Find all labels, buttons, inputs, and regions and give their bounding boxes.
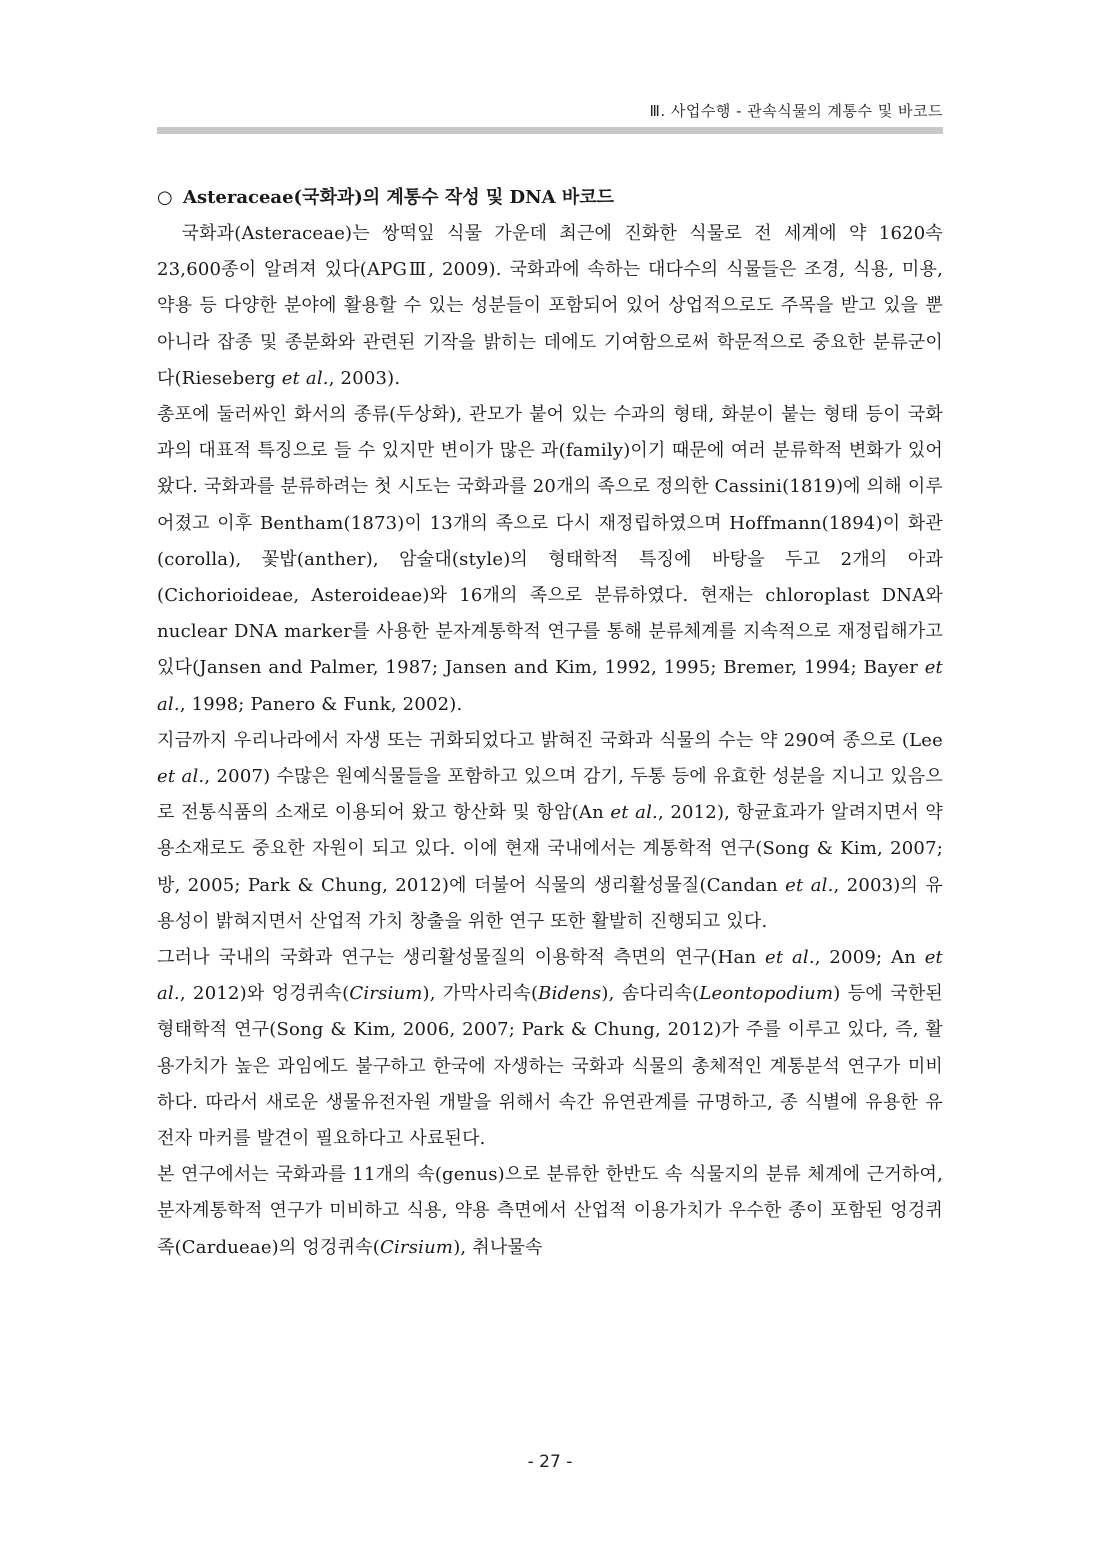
italic-text: Cirsium bbox=[379, 1236, 454, 1258]
italic-text: et al. bbox=[157, 766, 205, 788]
italic-text: Cirsium bbox=[349, 983, 423, 1005]
italic-text: et al. bbox=[610, 802, 658, 824]
paragraph-text: 그러나 국내의 국화과 연구는 생리활성물질의 이용학적 측면의 연구(Han bbox=[157, 947, 765, 969]
paragraph bbox=[157, 397, 943, 723]
document-body bbox=[157, 180, 943, 1266]
paragraph-text: , 2003). bbox=[328, 367, 401, 389]
paragraph-text: , 2007) 수많은 원예식물들을 포함하고 있으며 감기, 두통 등에 유효한 성분을 지니고 있음으로 전통식품의 소재로 이용되어 왔고 항산화 및 항암(An bbox=[157, 766, 943, 824]
paragraph-text: , 1998; Panero & Funk, 2002). bbox=[179, 693, 463, 715]
paragraph-text: ), 취나물속 bbox=[453, 1236, 543, 1258]
paragraph-text: ), 솜다리속( bbox=[601, 983, 700, 1005]
paragraph-text: , 2009; An bbox=[814, 947, 925, 969]
italic-text: et al. bbox=[157, 657, 943, 715]
paragraph-text: ), 가막사리속( bbox=[422, 983, 539, 1005]
running-header: Ⅲ. 사업수행 - 관속식물의 계통수 및 바코드 bbox=[649, 102, 943, 120]
italic-text: et al. bbox=[764, 947, 815, 969]
paragraph bbox=[157, 723, 943, 940]
header-rule bbox=[157, 127, 943, 134]
italic-text: Leontopodium bbox=[699, 983, 834, 1005]
paragraph-text: 본 연구에서는 국화과를 11개의 속(genus)으로 분류한 한반도 속 식물지의 분류 체계에 근거하여, 분자계통학적 연구가 미비하고 식용, 약용 측면에서 산업적 이용가치가 우수한 종이 포함된 엉겅퀴족(Cardueae)의 엉겅퀴속( bbox=[157, 1164, 943, 1258]
section-title bbox=[157, 180, 943, 216]
paragraph-text: , 2003)의 유용성이 밝혀지면서 산업적 가치 창출을 위한 연구 또한 활발히 진행되고 있다. bbox=[157, 874, 943, 932]
paragraph-text: 지금까지 우리나라에서 자생 또는 귀화되었다고 밝혀진 국화과 식물의 수는 약 290여 종으로 (Lee bbox=[157, 729, 943, 751]
paragraph-text: 총포에 둘러싸인 화서의 종류(두상화), 관모가 붙어 있는 수과의 형태, 화분이 붙는 형태 등이 국화과의 대표적 특징으로 들 수 있지만 변이가 많은 과(family)이기 때문에 여러 분류학적 변화가 있어왔다. 국화과를 분류하려는 첫 시도는 국화과를 20개의 족으로 정의한 Cassini(1819)에 의해 이루어졌고 이후 Bentham(1873)이 13개의 족으로 다시 재정립하였으며 Hoffmann(1894)이 화관(corolla), 꽃밥(anther), 암술대(style)의 형태학적 특징에 바탕을 두고 2개의 아과(Cichorioideae, Asteroideae)와 16개의 족으로 분류하였다. 현재는 chloroplast DNA와 nuclear DNA marker를 사용한 분자계통학적 연구를 통해 분류체계를 지속적으로 재정립해가고 있다(Jansen and Palmer, 1987; Jansen and Kim, 1992, 1995; Bremer, 1994; Bayer bbox=[157, 404, 943, 679]
paragraph bbox=[157, 1157, 943, 1266]
paragraph bbox=[157, 940, 943, 1157]
italic-text: et al. bbox=[281, 367, 329, 389]
paragraph-text: 국화과(Asteraceae)는 쌍떡잎 식물 가운데 최근에 진화한 식물로 전 세계에 약 1620속 23,600종이 알려져 있다(APGⅢ, 2009). 국화과에 속하는 대다수의 식물들은 조경, 식용, 미용, 약용 등 다양한 분야에 활용할 수 있는 성분들이 포함되어 있어 상업적으로도 주목을 받고 있을 뿐 아니라 잡종 및 종분화와 관련된 기작을 밝히는 데에도 기여함으로써 학문적으로 중요한 분류군이다(Rieseberg bbox=[157, 223, 943, 389]
italic-text: Bidens bbox=[538, 983, 602, 1005]
section-title-text: Asteraceae(국화과)의 계통수 작성 및 DNA 바코드 bbox=[183, 187, 614, 208]
circle-bullet-icon: ○ bbox=[157, 187, 173, 208]
paragraph-text: , 2012), 항균효과가 알려지면서 약용소재로도 중요한 자원이 되고 있다. 이에 현재 국내에서는 계통학적 연구(Song & Kim, 2007; 방, 2005; Park & Chung, 2012)에 더불어 식물의 생리활성물질(Candan bbox=[157, 802, 943, 896]
italic-text: et al. bbox=[157, 947, 943, 1005]
page-number: - 27 - bbox=[527, 1452, 573, 1472]
paragraph-text: ) 등에 국한된 형태학적 연구(Song & Kim, 2006, 2007; Park & Chung, 2012)가 주를 이루고 있다, 즉, 활용가치가 높은 과임에도 불구하고 한국에 자생하는 국화과 식물의 총체적인 계통분석 연구가 미비하다. 따라서 새로운 생물유전자원 개발을 위해서 속간 유연관계를 규명하고, 종 식별에 유용한 유전자 마커를 발견이 필요하다고 사료된다. bbox=[157, 983, 943, 1150]
paragraph bbox=[157, 216, 943, 397]
paragraph-text: , 2012)와 엉겅퀴속( bbox=[179, 983, 350, 1005]
italic-text: et al. bbox=[785, 874, 834, 896]
